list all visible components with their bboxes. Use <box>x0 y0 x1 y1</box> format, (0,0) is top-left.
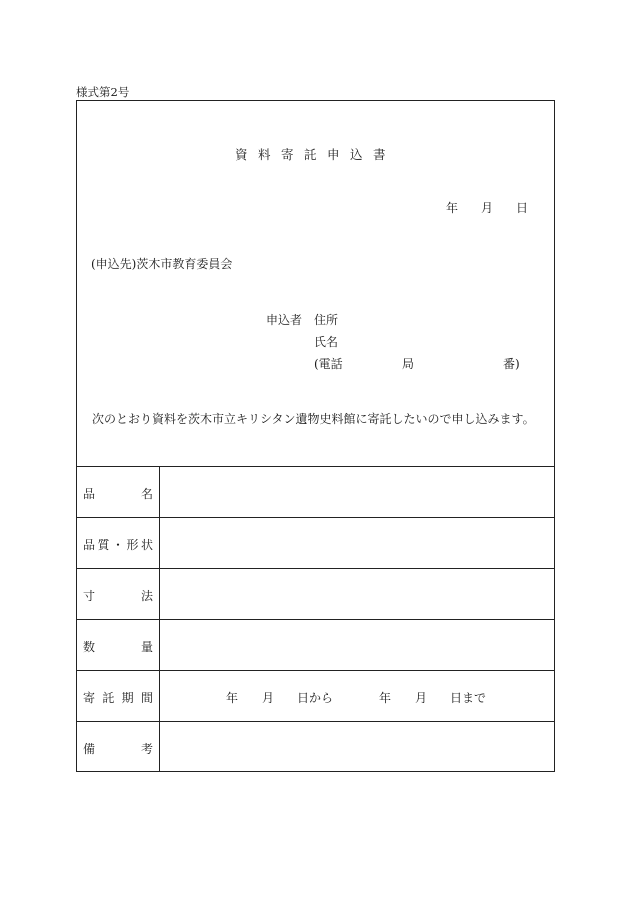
label-char: 数 <box>83 640 96 654</box>
label-char: 考 <box>140 742 153 756</box>
label-char: 量 <box>140 640 153 654</box>
table-top-border <box>76 466 555 467</box>
row-label-quantity <box>83 638 153 655</box>
period-until-year: 年 <box>379 691 392 705</box>
row-label-deposit-period <box>83 689 153 706</box>
row-label-item-name <box>83 485 153 502</box>
label-column-divider <box>159 466 160 772</box>
label-char: 期 <box>121 691 134 705</box>
period-from-month: 月 <box>262 691 275 705</box>
label-char: 間 <box>140 691 153 705</box>
name-label: 氏名 <box>314 335 339 349</box>
label-char: 形 <box>126 538 139 552</box>
application-statement: 次のとおり資料を茨木市立キリシタン遺物史料館に寄託したいので申し込みます。 <box>92 412 535 426</box>
row-divider <box>76 568 555 569</box>
label-char: 品 <box>83 538 96 552</box>
date-month-label: 月 <box>481 201 494 215</box>
row-label-remarks <box>83 740 153 757</box>
period-until-month: 月 <box>415 691 428 705</box>
label-char: 状 <box>140 538 153 552</box>
form-title: 資料寄託申込書 <box>234 147 396 162</box>
row-divider <box>76 517 555 518</box>
label-char: 寄 <box>83 691 96 705</box>
label-char: 法 <box>140 589 153 603</box>
label-char: 寸 <box>83 589 96 603</box>
row-divider <box>76 721 555 722</box>
label-char: 名 <box>140 487 153 501</box>
label-char: 品 <box>83 487 96 501</box>
applicant-label: 申込者 <box>266 313 303 327</box>
label-char: ・ <box>111 538 124 552</box>
phone-bureau-label: 局 <box>402 357 415 371</box>
form-number: 様式第2号 <box>76 85 130 99</box>
period-until-day: 日まで <box>450 691 487 705</box>
address-label: 住所 <box>314 313 339 327</box>
row-divider <box>76 619 555 620</box>
period-from-year: 年 <box>226 691 239 705</box>
phone-label: (電話 <box>314 357 343 371</box>
phone-number-label: 番) <box>503 357 520 371</box>
label-char: 備 <box>83 742 96 756</box>
date-day-label: 日 <box>516 201 529 215</box>
label-char: 質 <box>97 538 110 552</box>
recipient-line: (申込先)茨木市教育委員会 <box>91 257 233 271</box>
label-char: 託 <box>102 691 115 705</box>
row-divider <box>76 670 555 671</box>
row-label-dimensions <box>83 587 153 604</box>
date-year-label: 年 <box>446 201 459 215</box>
row-label-quality-shape <box>83 536 153 553</box>
period-from-day: 日から <box>297 691 334 705</box>
